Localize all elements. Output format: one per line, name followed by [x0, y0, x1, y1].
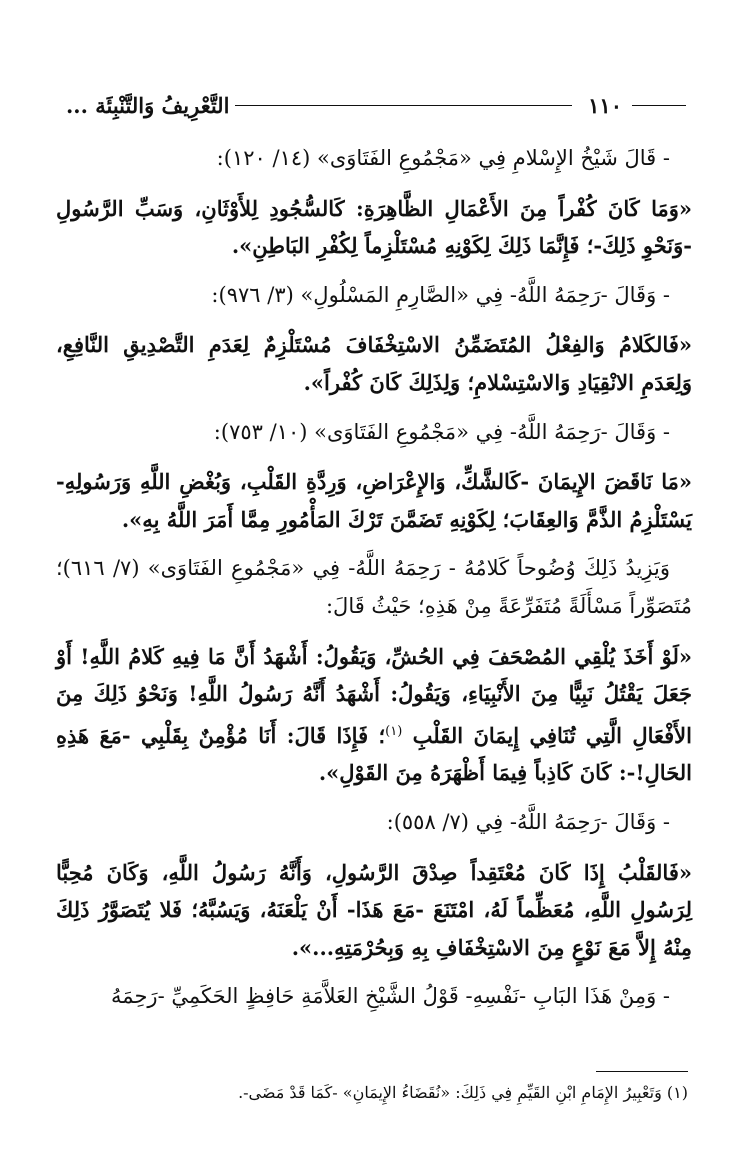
- header-lead-line: [632, 105, 686, 106]
- paragraph-quote: «فَالكَلامُ وَالفِعْلُ المُتَضَمِّنُ الاسْتِخْفَافَ مُسْتَلْزِمٌ لِعَدَمِ التَّصْدِيقِ النَّافِعِ، وَلِعَدَمِ الانْقِيَادِ وَالاسْتِسْلامِ؛ وَلِذَلِكَ كَانَ كُفْراً».: [56, 332, 692, 395]
- quote-text: «لَوْ أَخَذَ يُلْقِي المُصْحَفَ فِي الحُشِّ، وَيَقُولُ: أَشْهَدُ أَنَّ مَا فِيهِ كَلامُ اللَّهِ! أَوْ جَعَلَ يَقْتُلُ نَبِيًّا مِنَ الأَنْبِيَاءِ، وَيَقُولُ: أَشْهَدُ أَنَّهُ رَسُولُ اللَّهِ! وَنَحْوُ ذَلِكَ مِنَ الأَفْعَالِ الَّتِي تُنَافِي إِيمَانَ القَلْبِ: [56, 643, 692, 748]
- paragraph-intro: - قَالَ شَيْخُ الإِسْلامِ فِي «مَجْمُوعِ الفَتَاوَى» (١٤/ ١٢٠):: [216, 146, 670, 170]
- quote-text-after: ؛ فَإِذَا قَالَ: أَنَا مُؤْمِنٌ بِقَلْبِي -مَعَ هَذِهِ الحَالِ!-: كَانَ كَاذِباً فِيمَا أَظْهَرَهُ مِنَ القَوْلِ».: [56, 722, 692, 786]
- paragraph-intro: - وَمِنْ هَذَا البَابِ -نَفْسِهِ- قَوْلُ الشَّيْخِ العَلاَّمَةِ حَافِظٍ الحَكَمِيِّ -رَحِمَهُ: [111, 984, 670, 1009]
- header-rule: [235, 105, 572, 106]
- paragraph-intro: - وَقَالَ -رَحِمَهُ اللَّهُ- فِي «مَجْمُوعِ الفَتَاوَى» (١٠/ ٧٥٣):: [213, 419, 670, 444]
- running-title: التَّعْرِيفُ وَالتَّنْبِئَة ...: [66, 92, 230, 118]
- paragraph-quote: [56, 638, 692, 792]
- paragraph-quote: «فَالقَلْبُ إِذَا كَانَ مُعْتَقِداً صِدْقَ الرَّسُولِ، وَأَنَّهُ رَسُولُ اللَّهِ، وَكَانَ مُحِبًّا لِرَسُولِ اللَّهِ، مُعَظِّماً لَهُ، امْتَنَعَ -مَعَ هَذَا- أَنْ يَلْعَنَهُ، وَيَسُبَّهُ؛ فَلا يُتَصَوَّرُ ذَلِكَ مِنْهُ إِلاَّ مَعَ نَوْعٍ مِنَ الاسْتِخْفَافِ بِهِ وَبِحُرْمَتِهِ...».: [56, 859, 692, 960]
- paragraph-intro: - وَقَالَ -رَحِمَهُ اللَّهُ- فِي «الصَّارِمِ المَسْلُولِ» (٣/ ٩٧٦):: [211, 282, 670, 307]
- footnote: (١) وَتَعْبِيرُ الإِمَامِ ابْنِ القَيِّمِ فِي ذَلِكَ: «نُقَضَاءُ الإِيمَانِ» -كَمَا قَدْ مَضَى-.: [238, 1083, 688, 1102]
- paragraph-continuation: وَيَزِيدُ ذَلِكَ وُضُوحاً كَلامُهُ - رَحِمَهُ اللَّهُ- فِي «مَجْمُوعِ الفَتَاوَى» (٧/ ٦١٦)؛ مُتَصَوِّراً مَسْأَلَةً مُتَفَرِّعَةً مِنْ هَذِهِ؛ حَيْثُ قَالَ:: [56, 556, 692, 618]
- main-text: [56, 140, 692, 1028]
- paragraph-intro: - وَقَالَ -رَحِمَهُ اللَّهُ- فِي (٧/ ٥٥٨):: [386, 809, 670, 834]
- footnote-separator: [596, 1071, 688, 1072]
- paragraph-quote: «مَا نَاقَضَ الإِيمَانَ -كَالشَّكِّ، وَالإِعْرَاضِ، وَرِدَّةِ القَلْبِ، وَبُغْضِ اللَّهِ وَرَسُولِهِ- يَسْتَلْزِمُ الذَّمَّ وَالعِقَابَ؛ لِكَوْنِهِ تَضَمَّنَ تَرْكَ المَأْمُورِ مِمَّا أَمَرَ اللَّهُ بِهِ».: [56, 469, 692, 532]
- paragraph-quote: «وَمَا كَانَ كُفْراً مِنَ الأَعْمَالِ الظَّاهِرَةِ: كَالسُّجُودِ لِلأَوْثَانِ، وَسَبِّ الرَّسُولِ -وَنَحْوِ ذَلِكَ-؛ فَإِنَّمَا ذَلِكَ لِكَوْنِهِ مُسْتَلْزِماً لِكُفْرِ البَاطِنِ».: [56, 195, 692, 259]
- page-header: [66, 92, 686, 118]
- page-number: ١١٠: [588, 92, 622, 118]
- footnote-reference[interactable]: (١): [385, 723, 403, 739]
